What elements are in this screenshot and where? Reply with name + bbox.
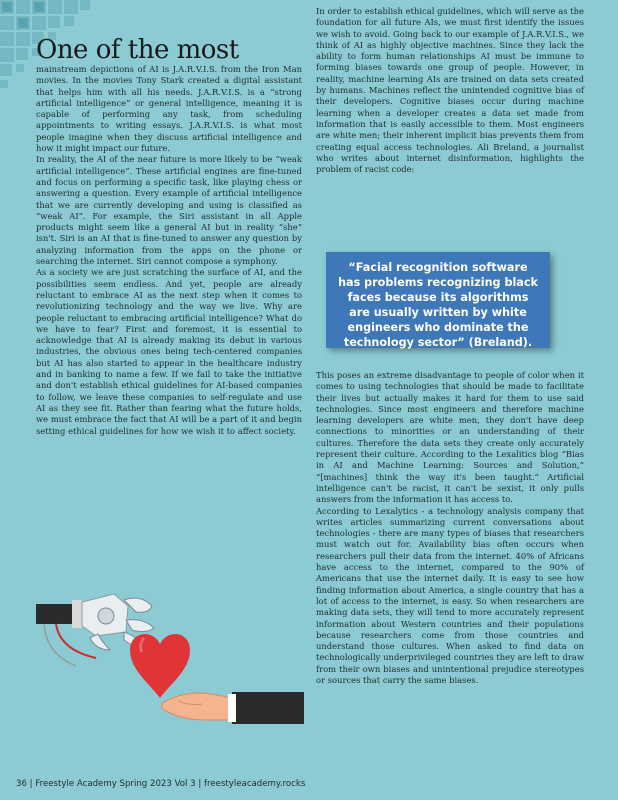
left-paragraph-2: In reality, the AI of the near future is more likely to be “weak artificial intelligence”. These artificial engines are fine-tuned and focus on performing a specific task, like playing chess or answering a question. Every example of artificial intelligence that we are currently developing and using is classified as “weak AI”. For example, the Siri assistant in all Apple products might seem like a general AI but in reality “she” isn't. Siri is an AI that is fine-tuned to answer any question by analyzing information from the apps on the phone or searching the internet. Siri cannot compose a symphony. [36, 154, 302, 267]
right-paragraph-3: According to Lexalytics - a technology analysis company that writes articles summarizing current conversations about technologies - there are many types of biases that researchers must watch out for. Availability bias often occurs when researchers pull their data from the internet. 40% of Africans have access to the internet, compared to the 90% of Americans that use the internet daily. It is easy to see how finding information about America, a single country that has a lot of access to the internet, is easy. So when researchers are making data sets, they will tend to more accurately represent information about Western countries and their populations because researchers come from those countries and understand those cultures. When asked to find data on technologically underprivileged countries they are left to draw from their own biases and unintentional prejudice stereotypes or sources that carry the same biases. [316, 505, 584, 686]
heart-icon [130, 634, 190, 698]
left-paragraph-1: mainstream depictions of AI is J.A.R.V.I.S. from the Iron Man movies. In the movies Tony Stark created a digital assistant that helps him with all his needs. J.A.R.V.I.S. is a “strong artificial intelligence” or general intelligence, meaning it is capable of performing any task, from scheduling appointments to writing essays. J.A.R.V.I.S. is what most people imagine when they discuss artificial intelligence and how it might impact our future. [36, 64, 302, 154]
article-headline: One of the most [36, 35, 239, 65]
right-column-top [316, 6, 584, 175]
right-paragraph-2: This poses an extreme disadvantage to people of color when it comes to using technologies that should be made to facilitate their lives but actually makes it hard for them to use said technologies. Since most engineers and therefore machine learning developers are white men, they don't have deep connections to minorities or an understanding of their cultures. Therefore the data sets they create only accurately represent their culture. According to the Lexalitics blog “Bias in AI and Machine Learning: Sources and Solution,” “[machines] think the way it's been taught.” Artificial intelligence can't be racist, it can't be sexist, it only pulls answers from the information it has access to. [316, 370, 584, 505]
pull-quote: “Facial recognition software has problems recognizing black faces because its algorithms are usually written by white engineers who dominate the technology sector” (Breland). [326, 252, 550, 348]
right-paragraph-1: In order to establish ethical guidelines, which will serve as the foundation for all future AIs, we must first identify the issues we wish to avoid. Going back to our example of J.A.R.V.I.S., we think of AI as highly objective machines. Since they lack the ability to form human relationships AI must be immune to forming biases towards one group of people. However, in reality, machine learning AIs are trained on data sets created by humans. Machines reflect the unintended cognitive bias of their developers. Cognitive biases occur during machine learning when a developer creates a data set made from information that is easily accessible to them. Most engineers are white men; their inherent implicit bias prevents them from creating equal access technologies. Ali Breland, a journalist who writes about internet disinformation, highlights the problem of racist code: [316, 6, 584, 175]
human-hand-icon [162, 692, 304, 724]
page-footer: 36 | Freestyle Academy Spring 2023 Vol 3 | freestyleacademy.rocks [16, 779, 306, 789]
left-paragraph-3: As a society we are just scratching the surface of AI, and the possibilities seem endless. And yet, people are already reluctant to embrace AI as the next step when it comes to revolutionizing technology and the way we live. Why are people reluctant to embracing artificial intelligence? What do we have to fear? First and foremost, it is essential to acknowledge that AI is already making its debut in various industries, the obvious ones being tech-centered companies but AI has also started to appear in the healthcare industry and in banking to name a few. If we fail to take the initiative and don't establish ethical guidelines for AI-based companies to follow, we leave these companies to self-regulate and use AI as they see fit. Rather than fearing what the future holds, we must embrace the fact that AI will be a part of it and begin setting ethical guidelines for how we wish it to affect society. [36, 267, 302, 436]
robot-hand-heart-illustration [36, 580, 304, 756]
left-column [36, 36, 302, 437]
right-column-bottom [316, 370, 584, 686]
